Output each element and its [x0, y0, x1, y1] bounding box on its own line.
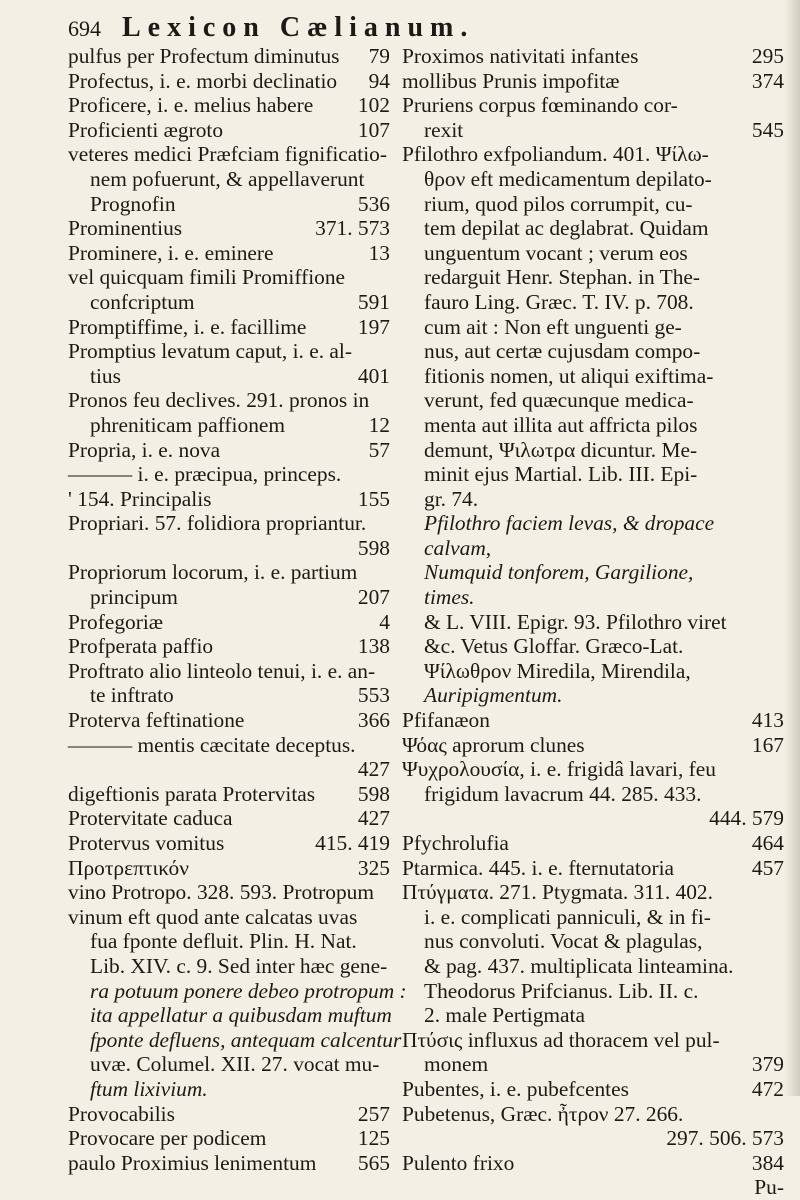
entry-text: unguentum vocant ; verum eos	[424, 240, 688, 265]
index-entry-line	[402, 659, 784, 684]
index-entry-line	[402, 462, 784, 487]
index-entry-line	[402, 1077, 784, 1102]
entry-page-ref: 384	[751, 1150, 784, 1175]
entry-text: phreniticam paffionem	[90, 412, 286, 437]
entry-page-ref: 155	[357, 486, 390, 511]
entry-text: menta aut illita aut affricta pilos	[424, 412, 698, 437]
entry-text: Προτρεπτικόν	[68, 855, 189, 880]
entry-text: Pruriens corpus fœminando cor-	[402, 93, 678, 118]
entry-text: principum	[90, 585, 178, 610]
index-entry-line	[68, 69, 390, 94]
index-entry-line	[68, 167, 390, 192]
entry-text: Propria, i. e. nova	[68, 437, 221, 462]
entry-page-ref: 565	[357, 1150, 390, 1175]
entry-page-ref: 102	[357, 93, 390, 118]
entry-text: verunt, fed quæcunque medica-	[424, 388, 694, 413]
index-entry-line	[68, 856, 390, 881]
index-entry-line	[68, 683, 390, 708]
index-entry-line	[68, 978, 407, 1004]
index-entry-line	[68, 216, 390, 241]
index-entry-line	[68, 241, 390, 266]
entry-text: paulo Proximius lenimentum	[68, 1150, 317, 1175]
entry-page-ref: 427	[357, 757, 390, 782]
entry-text: Ψόας aprorum clunes	[402, 732, 585, 757]
right-column	[402, 44, 784, 1200]
entry-text: Pfilothro faciem levas, & dropace	[424, 511, 715, 536]
index-entry-line	[68, 1151, 390, 1176]
index-entry-line	[68, 536, 390, 561]
entry-text: vinum eft quod ante calcatas uvas	[68, 904, 358, 929]
entry-text: rium, quod pilos corrumpit, cu-	[424, 191, 693, 216]
entry-text: frigidum lavacrum 44. 285. 433.	[424, 781, 702, 806]
page-edge-shadow	[784, 0, 800, 1096]
entry-page-ref: 79	[368, 44, 390, 68]
entry-text: nem pofuerunt, & appellaverunt	[90, 166, 365, 191]
entry-page-ref: 57	[368, 437, 390, 462]
entry-page-ref: 598	[357, 781, 390, 806]
index-entry-line	[68, 831, 390, 856]
index-entry-line	[68, 364, 390, 389]
entry-text: digeftionis parata Protervitas	[68, 781, 316, 806]
entry-page-ref: 374	[751, 68, 784, 93]
entry-text: veteres medici Præfciam fignificatio-	[68, 142, 387, 167]
index-entry-line	[402, 683, 784, 708]
index-entry-line	[402, 290, 784, 315]
entry-text: Pfifanæon	[402, 708, 490, 733]
index-entry-line	[402, 782, 784, 807]
index-entry-line	[402, 69, 784, 94]
entry-page-ref: 472	[751, 1076, 784, 1101]
entry-page-ref: 125	[357, 1126, 390, 1151]
entry-text: Proficere, i. e. melius habere	[68, 93, 314, 118]
index-entry-line	[402, 1028, 784, 1053]
entry-page-ref: 207	[357, 585, 390, 610]
index-entry-line	[68, 1027, 402, 1053]
entry-text: ftum lixivium.	[90, 1076, 208, 1101]
entry-text: ra potuum ponere debeo protropum :	[90, 978, 407, 1003]
entry-text: fauro Ling. Græc. T. IV. p. 708.	[424, 289, 694, 314]
entry-page-ref: 545	[751, 117, 784, 142]
entry-text: Pubentes, i. e. pubefcentes	[402, 1076, 629, 1101]
index-entry-line	[402, 1126, 784, 1151]
index-entry-line	[402, 192, 784, 217]
page-title: Lexicon Cælianum.	[122, 12, 475, 43]
index-entry-line	[402, 364, 784, 389]
entry-text: Numquid tonforem, Gargilione,	[424, 560, 694, 585]
index-entry-line	[402, 806, 784, 831]
index-entry-line	[402, 831, 784, 856]
entry-page-ref: 197	[357, 314, 390, 339]
entry-text: Protervitate caduca	[68, 806, 233, 831]
index-entry-line	[402, 585, 784, 610]
index-entry-line	[68, 93, 390, 118]
index-entry-line	[68, 905, 390, 930]
entry-text: Ψίλωθρον Miredila, Mirendila,	[424, 658, 691, 683]
index-entry-line	[402, 511, 784, 536]
entry-page-ref: 464	[751, 831, 784, 855]
index-entry-line	[402, 634, 784, 659]
entry-page-ref: 13	[368, 240, 390, 265]
entry-text: Proterva feftinatione	[68, 708, 245, 733]
index-entry-line	[68, 1003, 390, 1028]
index-entry-line	[402, 856, 784, 881]
index-entry-line	[402, 1151, 784, 1176]
index-entry-line	[402, 929, 784, 954]
index-entry-line	[402, 487, 784, 512]
entry-text: Πτύσις influxus ad thoracem vel pul-	[402, 1027, 720, 1052]
entry-text: Propriorum locorum, i. e. partium	[68, 560, 358, 585]
entry-text: Pubetenus, Græc. ἦτρον 27. 266.	[402, 1101, 684, 1126]
entry-text: mollibus Prunis impofitæ	[402, 68, 620, 93]
entry-text: demunt, Ψιλωτρα dicuntur. Me-	[424, 437, 698, 462]
entry-text: Prognofin	[90, 191, 176, 216]
entry-text: Provocare per podicem	[68, 1126, 267, 1151]
entry-text: Ψυχρολουσία, i. e. frigidâ lavari, feu	[402, 757, 716, 782]
entry-text: confcriptum	[90, 289, 195, 314]
index-entry-line	[68, 585, 390, 610]
index-entry-line	[402, 93, 784, 118]
index-entry-line	[68, 339, 390, 364]
entry-text: nus, aut certæ cujusdam compo-	[424, 339, 701, 364]
index-entry-line	[402, 708, 784, 733]
entry-text: Profegoriæ	[68, 609, 164, 634]
entry-page-ref: 379	[751, 1052, 784, 1077]
index-entry-line	[402, 979, 784, 1004]
entry-page-ref: 401	[357, 363, 390, 388]
index-entry-line	[68, 757, 390, 782]
index-entry-line	[68, 880, 390, 905]
entry-text: times.	[424, 585, 475, 610]
index-entry-line	[68, 954, 390, 979]
index-entry-line	[68, 413, 390, 438]
entry-text: Prominentius	[68, 216, 183, 241]
entry-page-ref: 591	[357, 289, 390, 314]
index-entry-line	[68, 1052, 390, 1077]
entry-text: Pronos feu declives. 291. pronos in	[68, 388, 370, 413]
left-column	[68, 44, 407, 1175]
entry-page-ref: 371. 573	[315, 216, 390, 241]
index-entry-line	[402, 315, 784, 340]
index-entry-line	[68, 1102, 390, 1127]
index-entry-line	[68, 44, 390, 69]
index-entry-line	[68, 265, 390, 290]
entry-page-ref: Pu-	[754, 1175, 784, 1200]
entry-text: redarguit Henr. Stephan. in The-	[424, 265, 701, 290]
entry-page-ref: 457	[751, 855, 784, 880]
entry-text: ——— i. e. præcipua, princeps.	[68, 462, 342, 487]
entry-page-ref: 536	[357, 191, 390, 216]
index-entry-line	[402, 1175, 784, 1200]
entry-page-ref: 366	[357, 708, 390, 733]
entry-text: Propriari. 57. folidiora propriantur.	[68, 511, 367, 536]
entry-text: tem depilat ac deglabrat. Quidam	[424, 216, 709, 241]
index-entry-line	[68, 192, 390, 217]
entry-text: Pulento frixo	[402, 1150, 515, 1175]
entry-text: 2. male Pertigmata	[424, 1003, 585, 1028]
entry-text: & L. VIII. Epigr. 93. Pfilothro viret	[424, 609, 727, 634]
entry-text: Πτύγματα. 271. Ptygmata. 311. 402.	[402, 880, 713, 905]
entry-text: Promptius levatum caput, i. e. al-	[68, 339, 352, 364]
entry-text: monem	[424, 1052, 489, 1077]
entry-page-ref: 295	[751, 44, 784, 68]
index-entry-line	[402, 241, 784, 266]
entry-text: vino Protropo. 328. 593. Protropum	[68, 880, 375, 905]
entry-text: pulfus per Profectum diminutus	[68, 44, 340, 68]
index-entry-line	[68, 929, 390, 954]
entry-text: Protervus vomitus	[68, 831, 225, 855]
entry-text: Profectus, i. e. morbi declinatio	[68, 68, 338, 93]
entry-text: fua fponte defluit. Plin. H. Nat.	[90, 929, 357, 954]
index-entry-line	[68, 560, 390, 585]
entry-page-ref: 325	[357, 855, 390, 880]
index-entry-line	[402, 339, 784, 364]
entry-page-ref: 415. 419	[315, 831, 390, 855]
index-entry-line	[402, 118, 784, 143]
entry-text: calvam,	[424, 535, 492, 560]
entry-text: nus convoluti. Vocat & plagulas,	[424, 929, 703, 954]
entry-text: Pfychrolufia	[402, 831, 509, 855]
entry-text: Ptarmica. 445. i. e. fternutatoria	[402, 855, 675, 880]
entry-text: Prominere, i. e. eminere	[68, 240, 274, 265]
entry-page-ref: 107	[357, 117, 390, 142]
index-entry-line	[68, 1077, 390, 1102]
index-entry-line	[402, 610, 784, 635]
entry-page-ref: 167	[751, 732, 784, 757]
index-entry-line	[68, 290, 390, 315]
entry-text: i. e. complicati panniculi, & in fi-	[424, 904, 711, 929]
index-entry-line	[402, 1052, 784, 1077]
index-entry-line	[68, 142, 390, 167]
index-entry-line	[68, 118, 390, 143]
index-entry-line	[402, 560, 784, 585]
index-entry-line	[68, 782, 390, 807]
index-entry-line	[68, 733, 390, 758]
entry-page-ref: 257	[357, 1101, 390, 1126]
entry-text: cum ait : Non eft unguenti ge-	[424, 314, 682, 339]
index-entry-line	[68, 315, 390, 340]
entry-text: Pfilothro exfpoliandum. 401. Ψίλω-	[402, 142, 709, 167]
entry-page-ref: 94	[368, 68, 390, 93]
entry-text: fitionis nomen, ut aliqui exiftima-	[424, 363, 714, 388]
entry-text: vel quicquam fimili Promiffione	[68, 265, 346, 290]
index-entry-line	[402, 905, 784, 930]
index-entry-line	[402, 733, 784, 758]
entry-text: tius	[90, 363, 121, 388]
index-entry-line	[402, 216, 784, 241]
entry-page-ref: 12	[368, 412, 390, 437]
index-entry-line	[68, 487, 390, 512]
index-entry-line	[68, 462, 390, 487]
entry-text: ' 154. Principalis	[68, 486, 212, 511]
entry-text: Provocabilis	[68, 1101, 175, 1126]
entry-text: Proficienti ægroto	[68, 117, 224, 142]
index-entry-line	[402, 413, 784, 438]
index-entry-line	[402, 438, 784, 463]
entry-text: Lib. XIV. c. 9. Sed inter hæc gene-	[90, 953, 388, 978]
index-entry-line	[68, 708, 390, 733]
entry-page-ref: 138	[357, 634, 390, 659]
index-entry-line	[402, 1102, 784, 1127]
index-entry-line	[402, 954, 784, 979]
entry-text: fponte defluens, antequam calcentur	[90, 1027, 402, 1052]
entry-page-ref: 444. 579	[709, 806, 784, 831]
entry-text: Auripigmentum.	[424, 683, 563, 708]
index-entry-line	[402, 265, 784, 290]
entry-text: &c. Vetus Gloffar. Græco-Lat.	[424, 634, 684, 659]
entry-text: ——— mentis cæcitate deceptus.	[68, 732, 356, 757]
entry-text: minit ejus Martial. Lib. III. Epi-	[424, 462, 698, 487]
entry-page-ref: 297. 506. 573	[666, 1126, 784, 1151]
index-entry-line	[402, 167, 784, 192]
entry-text: Promptiffime, i. e. facillime	[68, 314, 307, 339]
entry-text: Proximos nativitati infantes	[402, 44, 639, 68]
index-entry-line	[68, 511, 390, 536]
entry-page-ref: 553	[357, 683, 390, 708]
index-entry-line	[68, 610, 390, 635]
page-number: 694	[68, 16, 101, 41]
index-entry-line	[68, 388, 390, 413]
entry-page-ref: 598	[357, 535, 390, 560]
index-entry-line	[68, 438, 390, 463]
index-entry-line	[68, 806, 390, 831]
index-entry-line	[402, 388, 784, 413]
index-entry-line	[68, 634, 390, 659]
index-entry-line	[402, 757, 784, 782]
entry-text: uvæ. Columel. XII. 27. vocat mu-	[90, 1052, 380, 1077]
entry-page-ref: 4	[379, 609, 390, 634]
entry-page-ref: 427	[357, 806, 390, 831]
entry-page-ref: 413	[751, 708, 784, 733]
entry-text: Proftrato alio linteolo tenui, i. e. an-	[68, 658, 376, 683]
index-entry-line	[68, 1126, 390, 1151]
index-entry-line	[402, 536, 784, 561]
entry-text: te inftrato	[90, 683, 174, 708]
entry-text: ita appellatur a quibusdam muftum	[90, 1003, 392, 1028]
index-entry-line	[402, 1003, 784, 1028]
index-entry-line	[68, 659, 390, 684]
index-entry-line	[402, 44, 784, 69]
index-entry-line	[402, 880, 784, 905]
entry-text: rexit	[424, 117, 464, 142]
index-entry-line	[402, 142, 784, 167]
entry-text: & pag. 437. multiplicata linteamina.	[424, 953, 734, 978]
entry-text: Profperata paffio	[68, 634, 214, 659]
entry-text: gr. 74.	[424, 486, 479, 511]
entry-text: θρον eft medicamentum depilato-	[424, 166, 712, 191]
running-header	[68, 8, 768, 48]
entry-text: Theodorus Prifcianus. Lib. II. c.	[424, 978, 699, 1003]
